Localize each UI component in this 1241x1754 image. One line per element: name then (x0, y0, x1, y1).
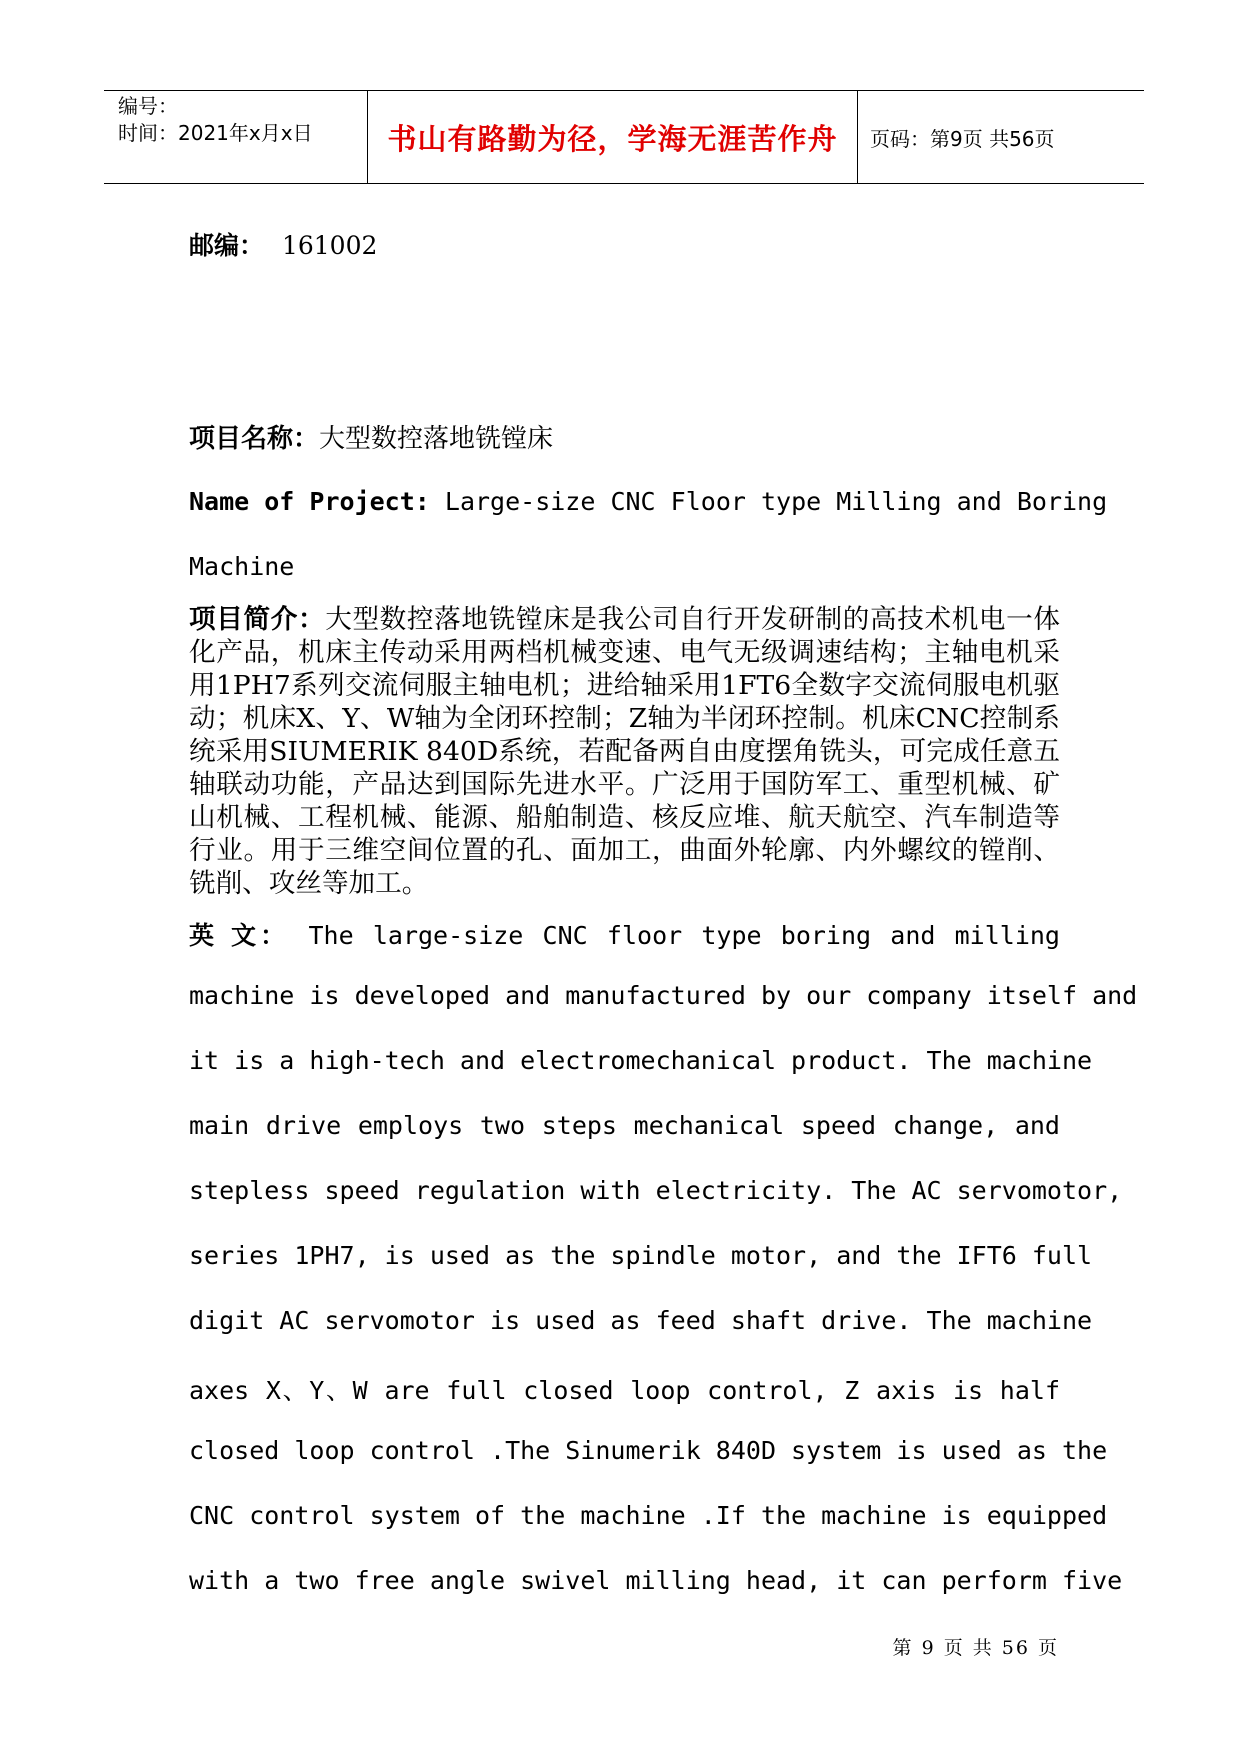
project-name-line (189, 418, 1060, 455)
english-line-7: digit AC servomotor is used as feed shaft drive. The machine (189, 1306, 1093, 1335)
project-intro (189, 603, 1060, 900)
english-text-1: The large-size CNC floor type boring and milling (308, 921, 1060, 950)
english-line-9: closed loop control .The Sinumerik 840D system is used as the (189, 1436, 1108, 1465)
page-footer: 第 9 页 共 56 页 (892, 1637, 1059, 1659)
english-line-2: machine is developed and manufactured by our company itself and (189, 981, 1138, 1010)
postcode-value: 161002 (281, 231, 378, 260)
intro-text: 大型数控落地铣镗床是我公司自行开发研制的高技术机电一体化产品，机床主传动采用两档机械变速、电气无级调速结构；主轴电机采用1PH7系列交流伺服主轴电机；进给轴采用1FT6全数字交流伺服电机驱动；机床X、Y、W轴为全闭环控制；Z轴为半闭环控制。机床CNC控制系统采用SIUMERIK 840D系统，若配备两自由度摆角铣头，可完成任意五轴联动功能，产品达到国际先进水平。广泛用于国防军工、重型机械、矿山机械、工程机械、能源、船舶制造、核反应堆、航天航空、汽车制造等行业。用于三维空间位置的孔、面加工，曲面外轮廓、内外螺纹的镗削、铣削、攻丝等加工。 (189, 604, 1061, 899)
english-label: 英 文： (189, 921, 290, 950)
header-page-code: 页码：第9页 共56页 (870, 126, 1055, 151)
header-number-label: 编号： (118, 94, 178, 118)
header-time-label: 时间：2021年x月x日 (118, 121, 313, 145)
english-line-1 (189, 916, 1060, 952)
english-line-8: axes X、Y、W are full closed loop control, Z axis is half (189, 1376, 1060, 1405)
postcode-line (189, 226, 1060, 262)
project-name-en-label: Name of Project: (189, 487, 430, 516)
english-line-11: with a two free angle swivel milling head, it can perform five (189, 1566, 1123, 1595)
page-header (104, 90, 1144, 184)
postcode-label: 邮编： (189, 231, 265, 260)
english-line-6: series 1PH7, is used as the spindle motor, and the IFT6 full (189, 1241, 1093, 1270)
english-line-3: it is a high-tech and electromechanical product. The machine (189, 1046, 1093, 1075)
header-motto: 书山有路勤为径，学海无涯苦作舟 (368, 91, 858, 183)
project-name-en-line1 (189, 487, 1108, 516)
english-line-5: stepless speed regulation with electricity. The AC servomotor, (189, 1176, 1123, 1205)
project-name-label: 项目名称： (189, 424, 320, 454)
english-line-4: main drive employs two steps mechanical speed change, and (189, 1111, 1060, 1140)
header-meta (104, 91, 368, 183)
english-line-10: CNC control system of the machine .If the machine is equipped (189, 1501, 1108, 1530)
project-name-en-line1-text: Large-size CNC Floor type Milling and Boring (444, 487, 1108, 516)
project-name-value: 大型数控落地铣镗床 (319, 424, 554, 454)
project-name-en-line2: Machine (189, 552, 295, 581)
intro-label: 项目简介： (189, 604, 326, 635)
